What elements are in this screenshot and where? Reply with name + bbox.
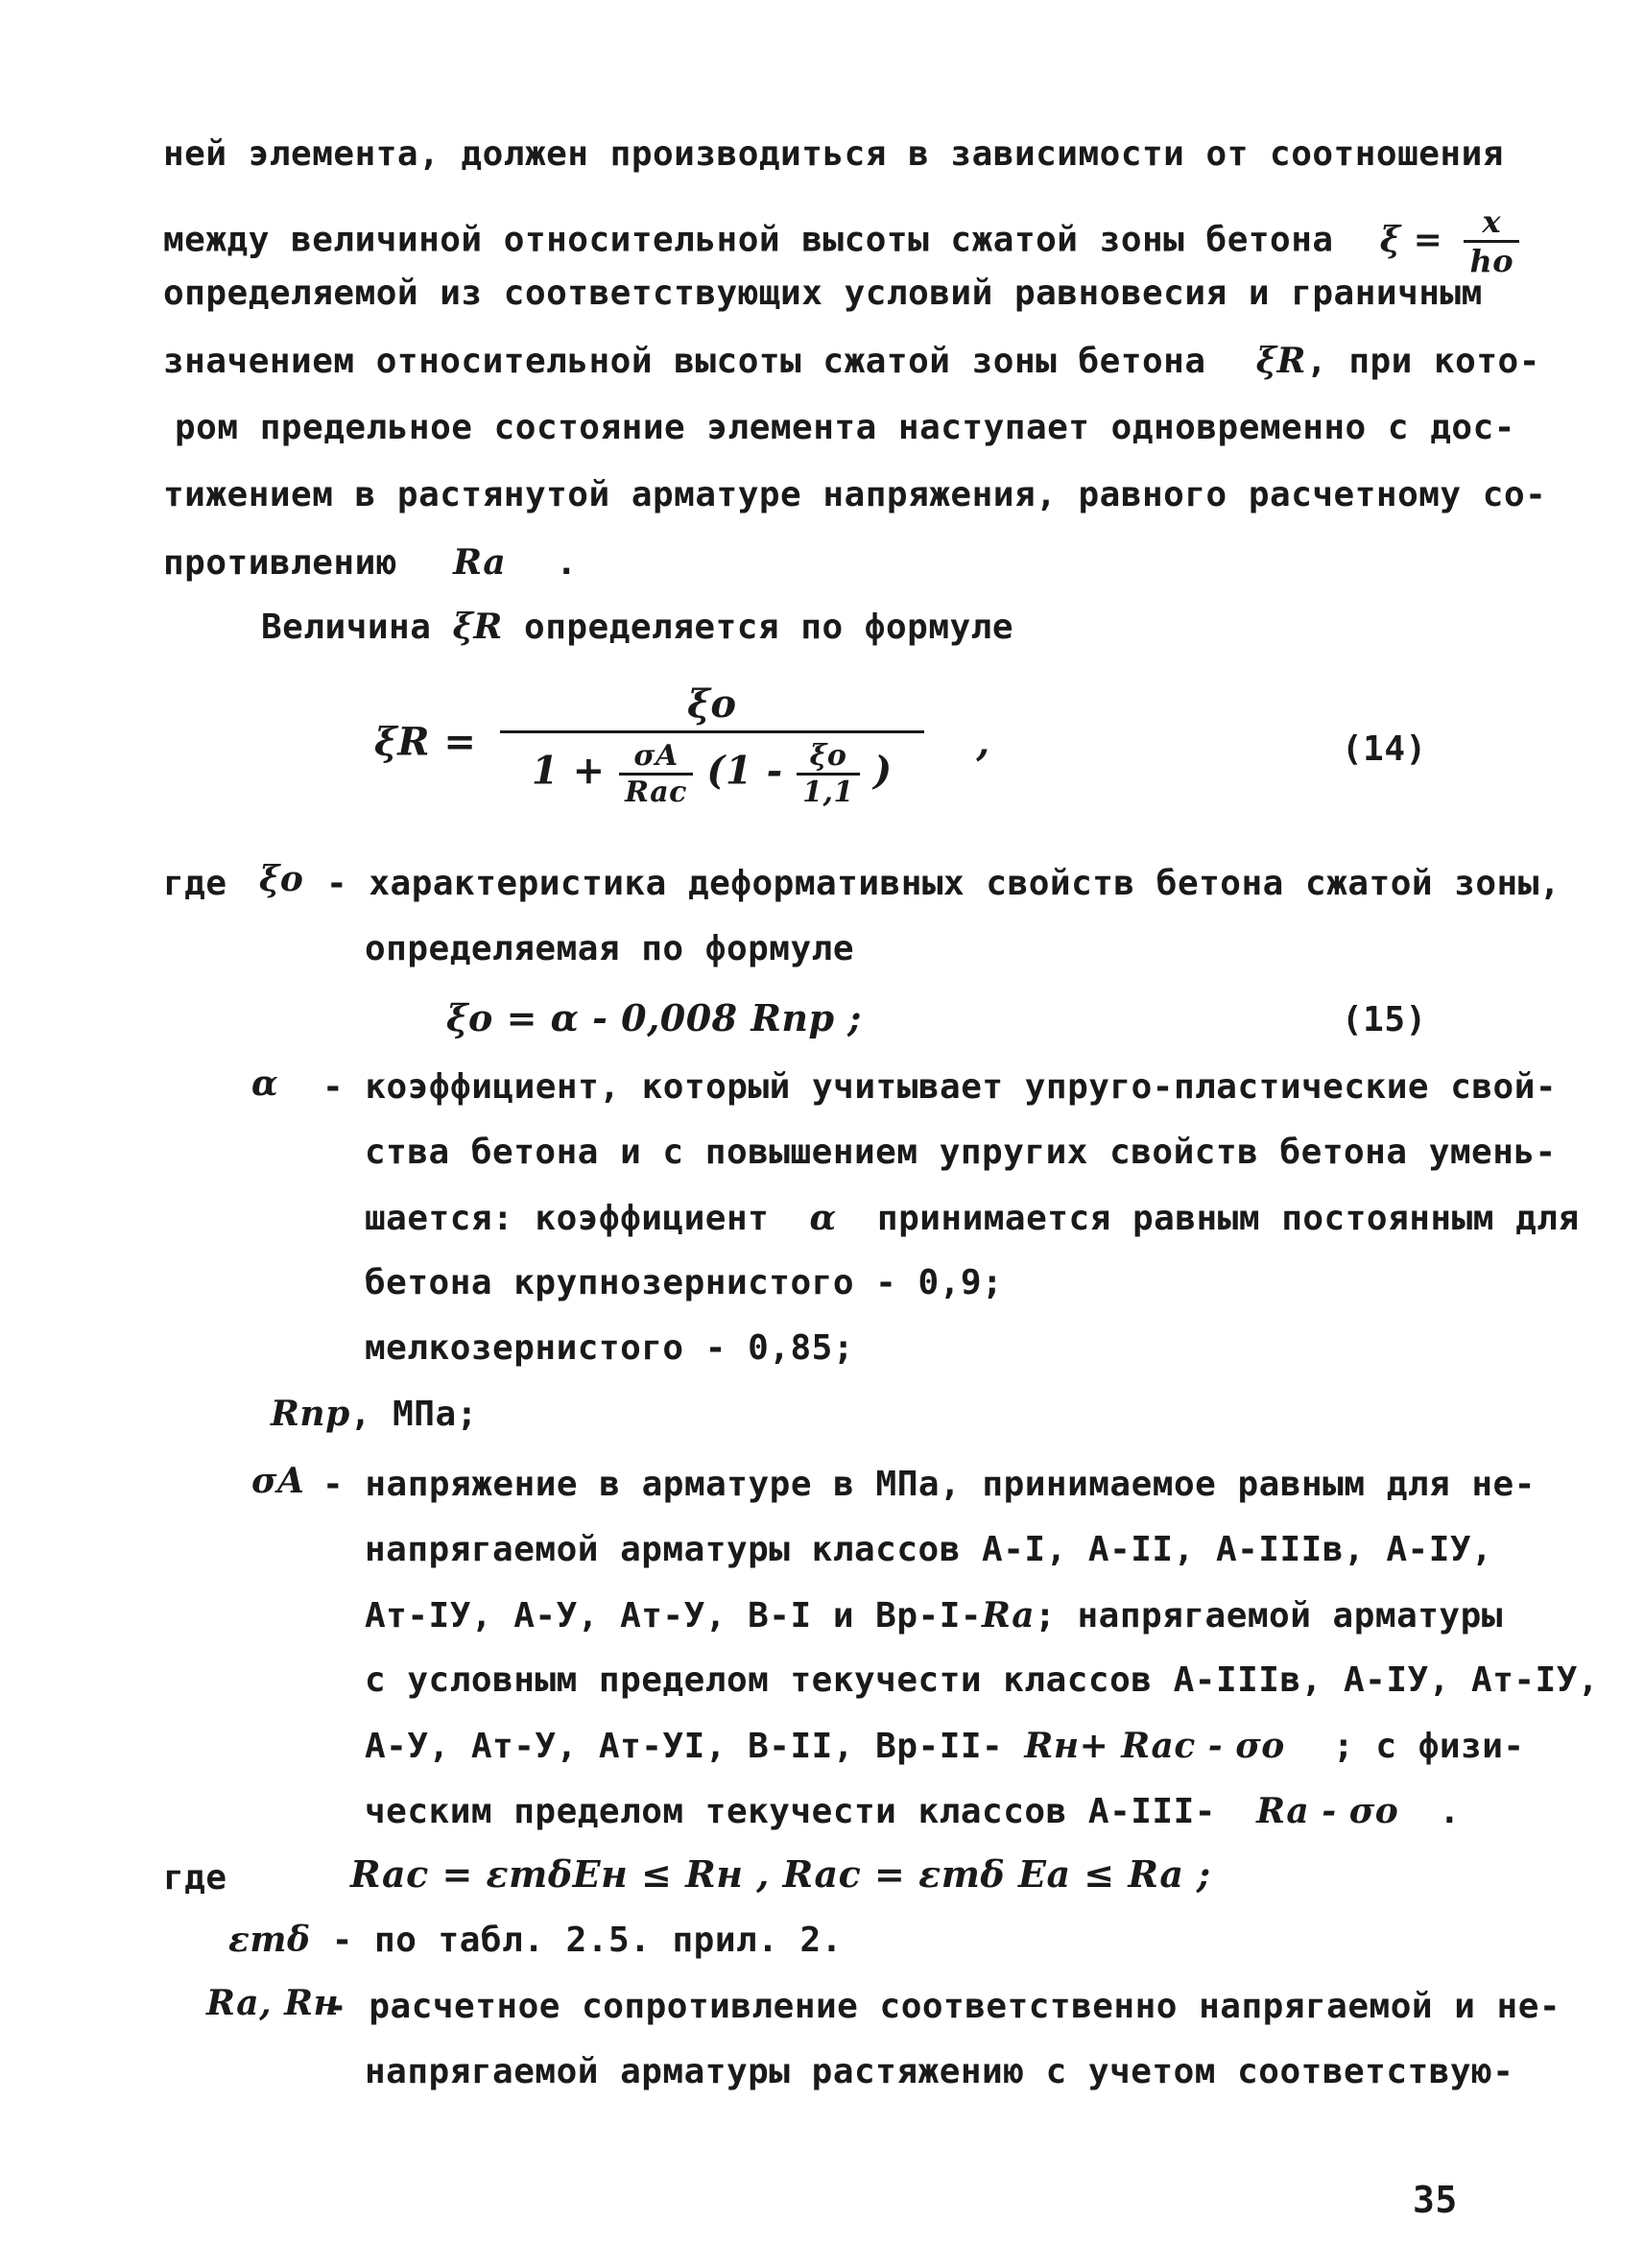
- alpha-def-line-5: мелкозернистого - 0,85;: [365, 1328, 854, 1368]
- ra-rn-symbol: Ra, Rн: [206, 1983, 340, 2023]
- eq14-xi-over-11: [797, 739, 860, 809]
- fraction-h0: ho: [1469, 243, 1514, 279]
- sigma-a-symbol: σA: [251, 1461, 305, 1501]
- sigma-def-line-3: [365, 1595, 1503, 1635]
- text-line-7-period: .: [556, 543, 578, 583]
- alpha-def-line-3-b: принимается равным постоянным для: [876, 1199, 1580, 1238]
- eq14-comma: ,: [976, 719, 990, 765]
- text-line-4-tail: , при кото-: [1305, 342, 1540, 381]
- eq14-den-pre: 1 +: [531, 748, 620, 794]
- alpha-def-line-3-a: шается: коэффициент: [365, 1199, 770, 1238]
- formula-intro: [261, 607, 1013, 647]
- alpha-def-line-1: - коэффициент, который учитывает упруго-пластические свой-: [322, 1067, 1558, 1107]
- page-number: 35: [1413, 2179, 1458, 2221]
- sigma-def-line-3-a: Ат-IУ, А-У, Ат-У, В-I и Вр-I-: [365, 1596, 983, 1635]
- xi-equals: ξ =: [1379, 219, 1443, 260]
- sigma-def-line-2: напрягаемой арматуры классов А-I, А-II, А-IIIв, А-IУ,: [365, 1530, 1493, 1569]
- equation-15: ξo = α - 0,008 Rпр ;: [446, 996, 862, 1039]
- sigma-def-line-3-b: ; напрягаемой арматуры: [1035, 1596, 1503, 1635]
- emd-text: - по табл. 2.5. прил. 2.: [331, 1921, 843, 1960]
- formula-intro-tail: определяется по формуле: [524, 608, 1014, 647]
- eq14-main-fraction: [500, 681, 924, 809]
- sigma-def-line-6-a: ческим пределом текучести классов А-III-: [365, 1792, 1216, 1831]
- rpr-unit: , МПа;: [349, 1395, 478, 1434]
- eq14-sigma: σA: [619, 739, 693, 776]
- sigma-ra-inline: Ra: [982, 1595, 1036, 1635]
- equation-15-number: (15): [1342, 1000, 1427, 1039]
- sigma-ra-sigma: Ra - σo: [1256, 1791, 1399, 1831]
- sigma-def-line-5: [365, 1726, 1525, 1766]
- fraction-x: x: [1464, 203, 1519, 243]
- eq14-sigma-over-rac: [619, 739, 693, 809]
- text-line-5: ром предельное состояние элемента наступает одновременно с дос-: [175, 408, 1515, 447]
- eq14-den-post: ): [873, 748, 893, 794]
- sigma-def-line-5-a: А-У, Ат-У, Ат-УI, В-II, Вр-II-: [365, 1727, 1004, 1766]
- xi-r-intro: ξR: [452, 607, 503, 647]
- eq14-lhs: ξR =: [374, 719, 477, 765]
- text-line-2: [163, 203, 1519, 279]
- rac-definition: Rac = εmδEн ≤ Rн , Rac = εmδ Ea ≤ Ra ;: [350, 1852, 1211, 1896]
- where-label-1: где: [163, 864, 227, 903]
- formula-intro-word: Величина: [261, 608, 432, 647]
- text-line-6: тижением в растянутой арматуре напряжения, равного расчетному со-: [163, 475, 1547, 514]
- equation-14-number: (14): [1342, 729, 1427, 769]
- text-line-3: определяемой из соответствующих условий равновесия и граничным: [163, 274, 1483, 313]
- xi-r-inline: ξR: [1255, 341, 1306, 381]
- ra-rn-def-line-2: напрягаемой арматуры растяжению с учетом соответствую-: [365, 2052, 1514, 2091]
- equation-14: [374, 681, 990, 809]
- rpr-line: [271, 1394, 478, 1434]
- sigma-def-line-6-period: .: [1439, 1792, 1461, 1831]
- ra-inline: Ra: [453, 542, 507, 583]
- sigma-def-line-6: [365, 1791, 1461, 1831]
- text-line-4-body: значением относительной высоты сжатой зоны бетона: [163, 342, 1206, 381]
- ra-rn-def-line-1: - расчетное сопротивление соответственно напрягаемой и не-: [326, 1987, 1561, 2026]
- eq14-den-mid: (1 -: [706, 748, 798, 794]
- eq14-11: 1,1: [802, 776, 854, 809]
- eq14-xi0: ξo: [797, 739, 860, 776]
- alpha-inline: α: [809, 1198, 837, 1238]
- alpha-def-line-3: [365, 1198, 1580, 1238]
- eq14-numerator: ξo: [500, 681, 924, 733]
- emd-symbol: εmδ: [228, 1920, 311, 1960]
- xi0-symbol: ξo: [259, 859, 304, 899]
- sigma-rn-expr: Rн+ Rac - σo: [1024, 1726, 1285, 1766]
- text-line-7-body: противлению: [163, 543, 397, 583]
- alpha-def-line-4: бетона крупнозернистого - 0,9;: [365, 1263, 1004, 1302]
- text-line-7: [163, 542, 578, 583]
- emd-line: [228, 1920, 843, 1960]
- eq14-denominator: [500, 733, 924, 809]
- where-label-2: где: [163, 1858, 227, 1898]
- sigma-def-line-4: с условным пределом текучести классов А-IIIв, А-IУ, Ат-IУ,: [365, 1660, 1600, 1700]
- sigma-def-line-5-b: ; с физи-: [1333, 1727, 1525, 1766]
- text-line-4: [163, 341, 1540, 381]
- rpr-symbol: Rпр: [271, 1394, 350, 1434]
- xi0-def-line-2: определяемая по формуле: [365, 929, 854, 968]
- alpha-symbol: α: [251, 1063, 279, 1104]
- eq14-rac: Rac: [625, 776, 687, 809]
- xi0-def-line-1: - характеристика деформативных свойств бетона сжатой зоны,: [326, 864, 1561, 903]
- sigma-def-line-1: - напряжение в арматуре в МПа, принимаемое равным для не-: [322, 1465, 1536, 1504]
- text-line-1: ней элемента, должен производиться в зависимости от соотношения: [163, 134, 1504, 174]
- alpha-def-line-2: ства бетона и с повышением упругих свойств бетона умень-: [365, 1133, 1557, 1172]
- x-over-h0-fraction: [1464, 203, 1519, 279]
- text-line-2-body: между величиной относительной высоты сжатой зоны бетона: [163, 220, 1334, 260]
